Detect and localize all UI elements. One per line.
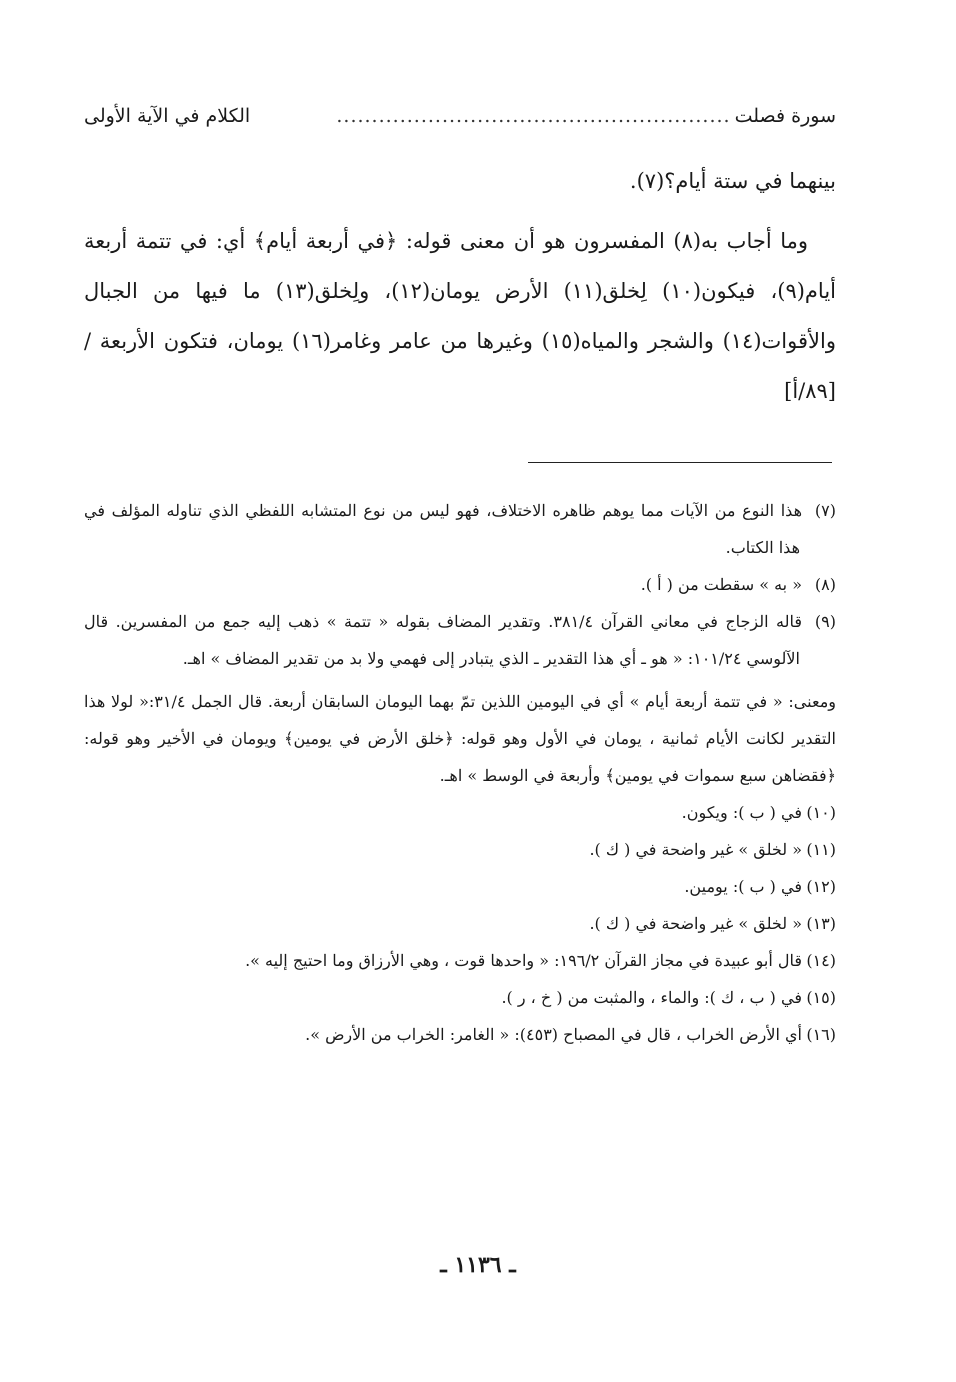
footnote-9 bbox=[84, 603, 836, 677]
footnote-number: (٩) bbox=[814, 612, 836, 631]
footnote-number: (١٥) bbox=[806, 988, 836, 1007]
footnote-15 bbox=[84, 979, 836, 1016]
header-surah: سورة فصلت bbox=[734, 105, 836, 127]
header-dots: ........................................................ bbox=[336, 105, 731, 127]
footnote-9-continuation: ومعنى: « في تتمة أربعة أيام » أي في اليومين اللذين تمّ بهما اليومان السابقان أربعة. قال الجمل ٣١/٤:« لولا هذا التقدير لكانت الأيام ثمانية ، يومان في الأول وهو قوله: ﴿خلق الأرض في يومين﴾ ويومان في الأخير وهو قوله: ﴿فقضاهن سبع سموات في يومين﴾ وأربعة في الوسط » اهـ. bbox=[84, 692, 836, 785]
footnote-12 bbox=[84, 868, 836, 905]
footnote-text: « لخلق » غير واضحة في ( ك ). bbox=[589, 914, 802, 933]
footnote-text: « به » سقطت من ( أ ). bbox=[640, 575, 802, 594]
footnote-10 bbox=[84, 794, 836, 831]
footnote-number: (١٦) bbox=[806, 1025, 836, 1044]
footnote-14 bbox=[84, 942, 836, 979]
footnote-number: (١٣) bbox=[806, 914, 836, 933]
footnote-text: قال أبو عبيدة في مجاز القرآن ١٩٦/٢: « واحدها قوت ، وهي الأرزاق وما احتيج إليه ». bbox=[245, 951, 802, 970]
footnote-7 bbox=[84, 492, 836, 566]
paragraph-2: وما أجاب به(٨) المفسرون هو أن معنى قوله: ﴿في أربعة أيام﴾ أي: في تتمة أربعة أيام(٩)، فيكون(١٠) لِخلق(١١) الأرض يومان(١٢)، ولِخلق(١٣) ما فيها من الجبال والأقوات(١٤) والشجر والمياه(١٥) وغيرها من عامر وغامر(١٦) يومان، فتكون الأربعة / [٨٩/أ] bbox=[84, 229, 837, 403]
footnote-text: أي الأرض الخراب ، قال في المصباح (٤٥٣): « الغامر: الخراب من الأرض ». bbox=[305, 1025, 802, 1044]
footnotes bbox=[84, 492, 836, 1053]
paragraph-1: بينهما في ستة أيام؟(٧). bbox=[629, 169, 836, 193]
footnote-8 bbox=[84, 566, 836, 603]
footnote-text: في ( ب ): ويكون. bbox=[681, 803, 802, 822]
running-header bbox=[84, 98, 836, 134]
footnote-16 bbox=[84, 1016, 836, 1053]
page-number: ـ ١١٣٦ ـ bbox=[440, 1252, 516, 1278]
footnote-number: (٨) bbox=[814, 575, 836, 594]
footnote-separator bbox=[528, 462, 832, 463]
footnote-number: (١٠) bbox=[806, 803, 836, 822]
footnote-number: (١٢) bbox=[806, 877, 836, 896]
footnote-number: (١١) bbox=[806, 840, 836, 859]
footnote-text: في ( ب ، ك ): والماء ، والمثبت من ( خ ، ر ). bbox=[501, 988, 802, 1007]
footnote-number: (١٤) bbox=[806, 951, 836, 970]
footnote-11 bbox=[84, 831, 836, 868]
footnote-text: قاله الزجاج في معاني القرآن ٣٨١/٤. وتقدير المضاف بقوله « تتمة » ذهب إليه جمع من المفسرين. قال الآلوسي ١٠١/٢٤: « هو ـ أي هذا التقدير ـ الذي يتبادر إلى فهمي ولا بد من تقدير المضاف » اهـ. bbox=[84, 612, 802, 668]
footnote-text: في ( ب ): يومين. bbox=[684, 877, 802, 896]
footnote-text: هذا النوع من الآيات مما يوهم ظاهره الاختلاف، فهو ليس من نوع المتشابه اللفظي الذي تناوله المؤلف في هذا الكتاب. bbox=[84, 501, 803, 557]
main-text bbox=[84, 156, 836, 416]
footnote-number: (٧) bbox=[814, 501, 837, 520]
footnote-13 bbox=[84, 905, 836, 942]
header-topic: الكلام في الآية الأولى bbox=[84, 105, 251, 127]
footnote-text: « لخلق » غير واضحة في ( ك ). bbox=[589, 840, 802, 859]
